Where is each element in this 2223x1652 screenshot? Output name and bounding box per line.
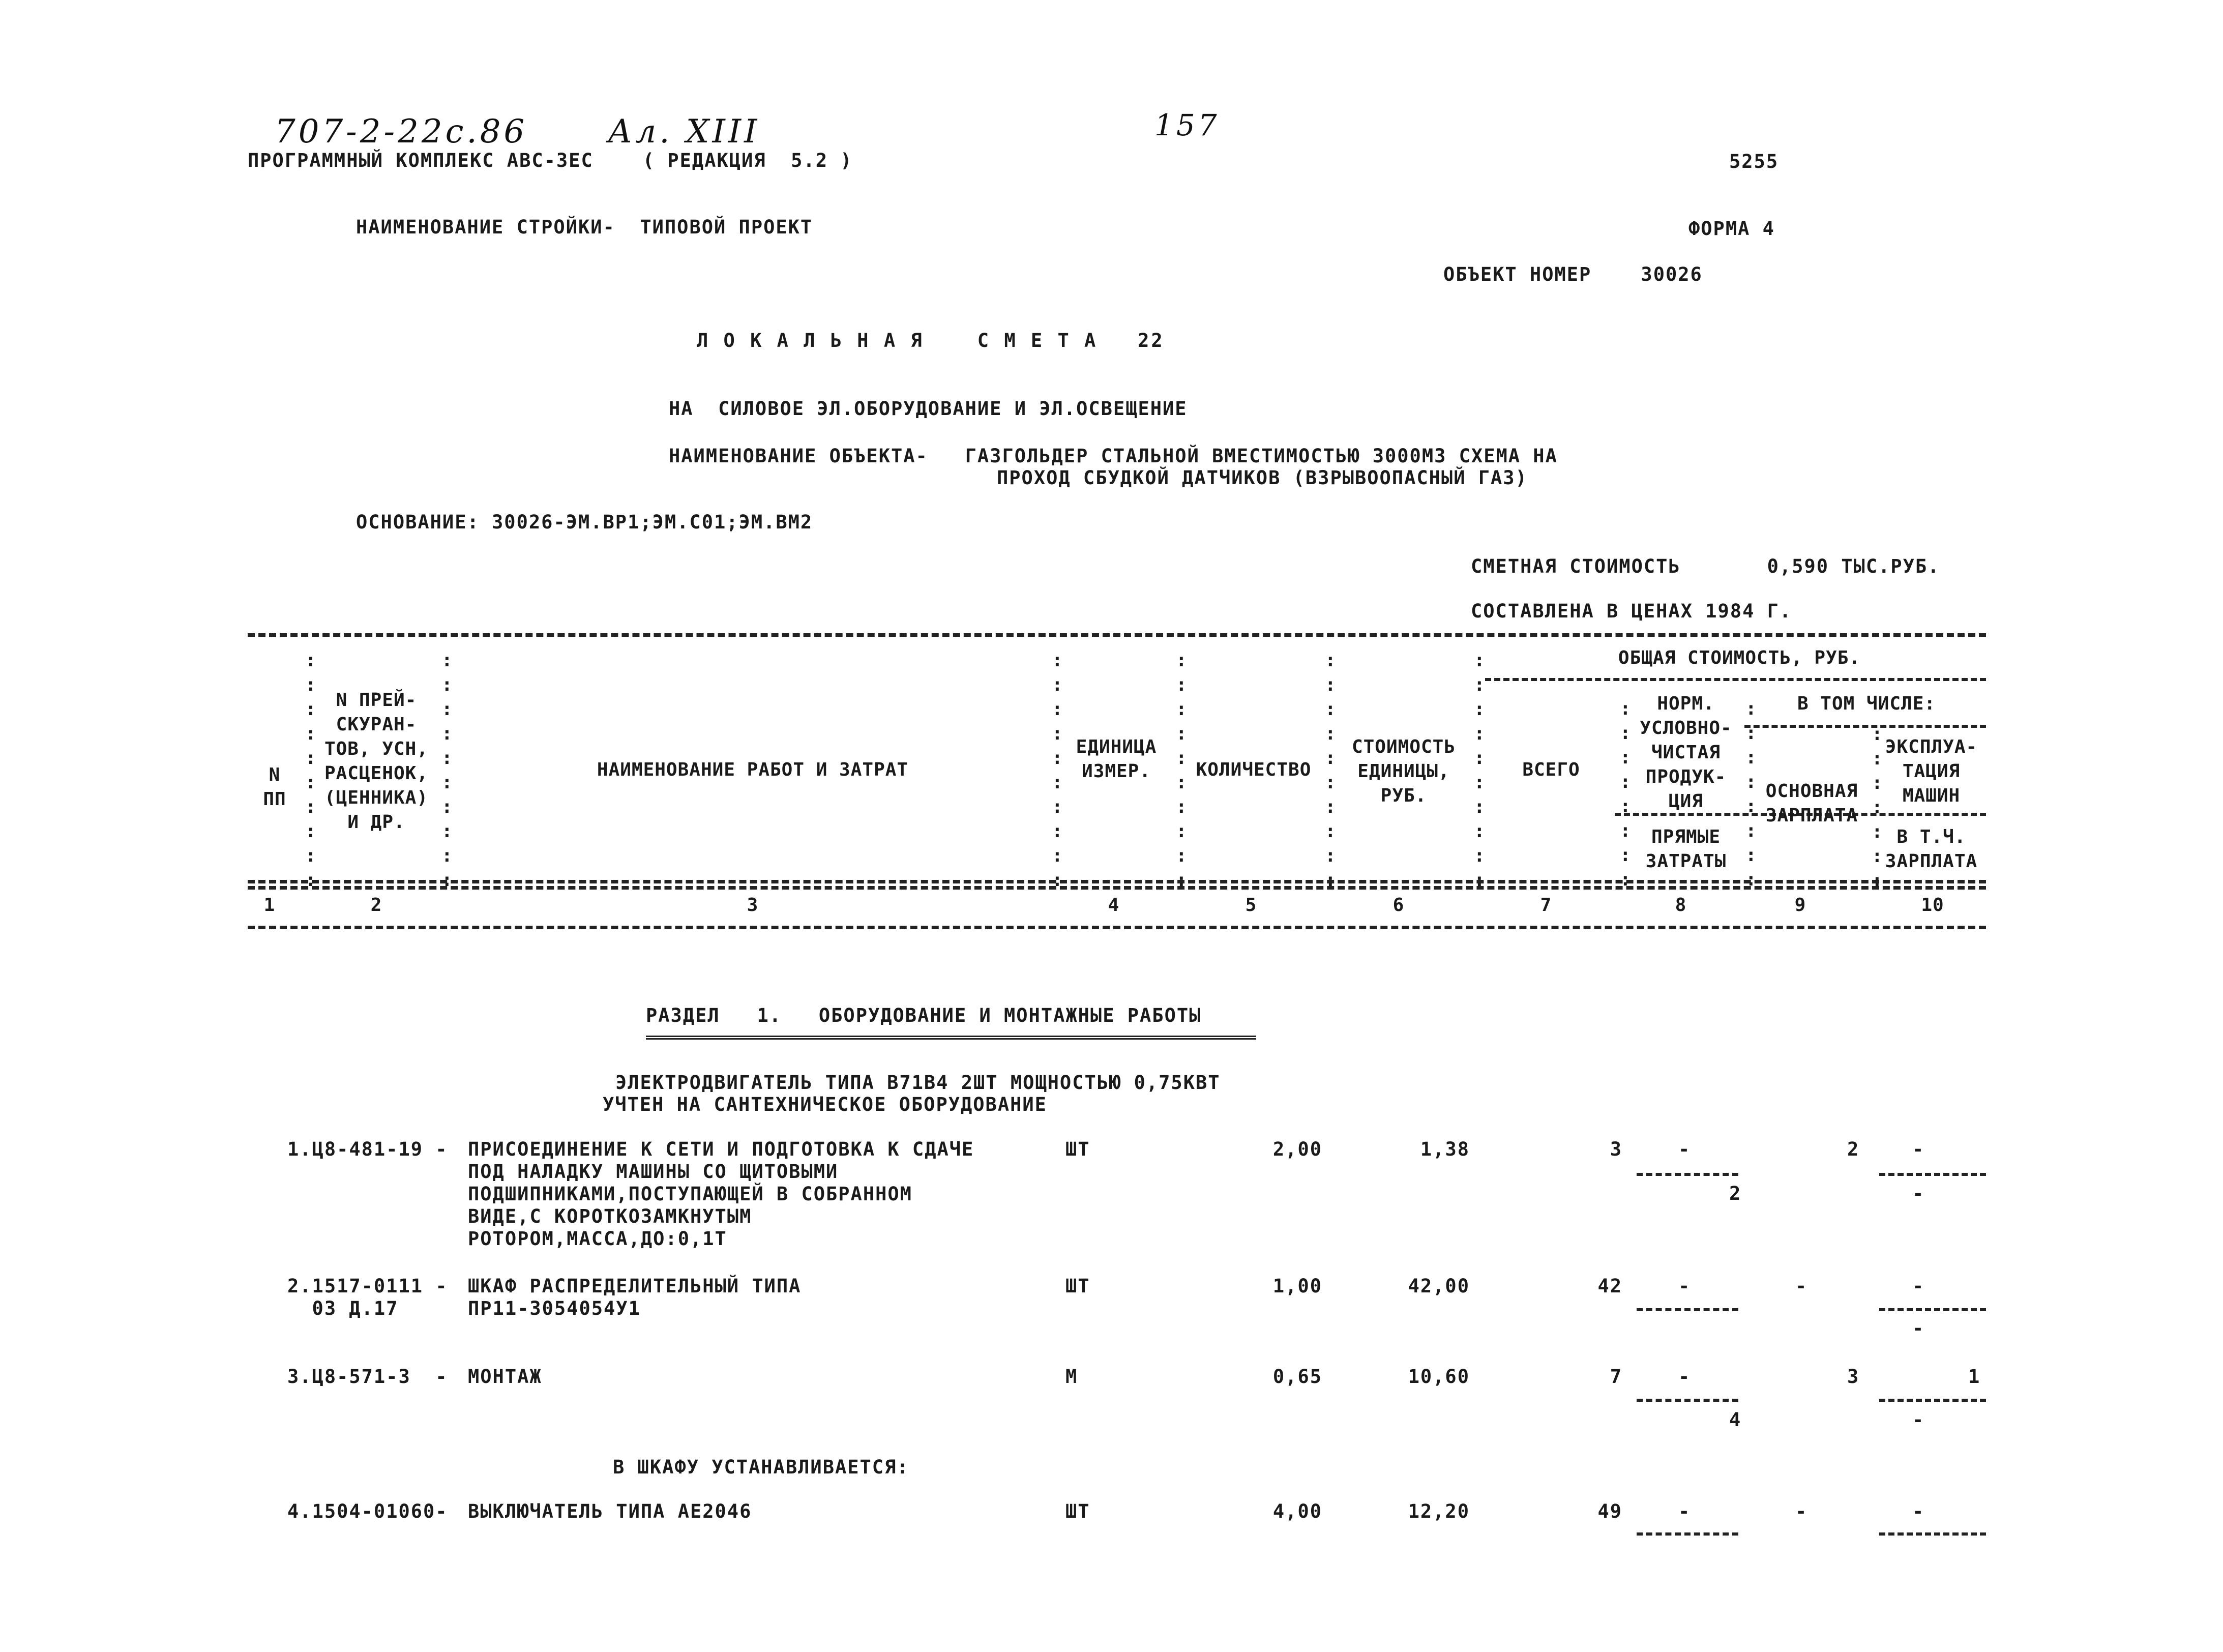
table-row-base-salary: - <box>1795 1275 1808 1297</box>
table-row-quantity: 2,00 <box>1272 1138 1322 1160</box>
table-row-code: 4.1504-01060- <box>287 1500 448 1522</box>
col-header-unit-cost: СТОИМОСТЬ ЕДИНИЦЫ, РУБ. <box>1351 736 1456 806</box>
table-row-direct-costs: 2 <box>1729 1183 1742 1204</box>
table-row-machines: - <box>1912 1138 1925 1160</box>
col-number: 2 <box>370 895 382 916</box>
cell-divider <box>1637 1399 1738 1402</box>
table-row-quantity: 0,65 <box>1272 1366 1322 1388</box>
col-number: 5 <box>1245 895 1257 916</box>
column-separator: : : : : : : : <box>1872 724 1883 891</box>
estimated-cost: СМЕТНАЯ СТОИМОСТЬ 0,590 ТЫС.РУБ. <box>1471 555 1940 577</box>
column-separator: : : : : : : : : <box>1620 698 1631 890</box>
document-title: Л О К А Л Ь Н А Я С М Е Т А 22 <box>697 330 1165 351</box>
cell-divider <box>1879 1308 1986 1311</box>
table-row-direct-costs: 4 <box>1729 1409 1742 1431</box>
col-header-unit: ЕДИНИЦА ИЗМЕР. <box>1076 736 1157 782</box>
col-number: 1 <box>263 895 276 916</box>
table-row-code: 3.Ц8-571-3 - <box>287 1366 448 1388</box>
form-label: ФОРМА 4 <box>1688 218 1775 240</box>
col-header-number: N ПП <box>263 764 286 810</box>
section-note-line1: ЭЛЕКТРОДВИГАТЕЛЬ ТИПА В71В4 2ШТ МОЩНОСТЬЮ 0,75КВТ <box>615 1072 1221 1094</box>
col-number: 6 <box>1392 895 1405 916</box>
table-row-base-salary: 3 <box>1847 1366 1860 1388</box>
table-row-machines: - <box>1912 1275 1925 1297</box>
object-number: ОБЪЕКТ НОМЕР 30026 <box>1443 263 1703 285</box>
table-row-unit: ШТ <box>1065 1138 1090 1160</box>
col-header-total-group: ОБЩАЯ СТОИМОСТЬ, РУБ. <box>1618 647 1861 668</box>
construction-name: НАИМЕНОВАНИЕ СТРОЙКИ- ТИПОВОЙ ПРОЕКТ <box>356 216 813 238</box>
cell-divider <box>1879 1532 1986 1536</box>
handwritten-sheet-number: Ал. XIII <box>608 113 760 151</box>
col-number: 3 <box>747 895 759 916</box>
table-row-machine-salary: - <box>1912 1183 1925 1204</box>
col-header-including: В ТОМ ЧИСЛЕ: <box>1797 693 1936 714</box>
table-row-code: 1.Ц8-481-19 - <box>287 1138 448 1160</box>
table-row-machine-salary: - <box>1912 1409 1925 1431</box>
col-header-direct-costs: ПРЯМЫЕ ЗАТРАТЫ <box>1645 827 1727 872</box>
table-row-total: 7 <box>1610 1366 1622 1388</box>
table-row-norm: - <box>1678 1366 1691 1388</box>
object-name-line2: ПРОХОД СБУДКОЙ ДАТЧИКОВ (ВЗРЫВООПАСНЫЙ ГАЗ) <box>997 467 1528 489</box>
column-separator: : : : : : : : : : : <box>441 650 453 891</box>
col-header-total: ВСЕГО <box>1522 759 1580 780</box>
table-row-unit: ШТ <box>1065 1275 1090 1297</box>
cell-divider <box>1637 1308 1738 1311</box>
column-separator: : : : : : : : : : : <box>1176 650 1187 891</box>
table-row-code: 2.1517-0111 - 03 Д.17 <box>287 1275 448 1319</box>
column-separator: : : : : : : : : : : <box>305 650 316 891</box>
col-number: 9 <box>1794 895 1806 916</box>
table-row-base-salary: 2 <box>1847 1138 1860 1160</box>
table-row-norm: - <box>1678 1138 1691 1160</box>
col-header-price-list: N ПРЕЙ- СКУРАН- ТОВ, УСН, РАСЦЕНОК, (ЦЕННИКА) И ДР. <box>324 690 429 833</box>
cell-divider <box>1879 1173 1986 1176</box>
cell-divider <box>1637 1532 1738 1536</box>
cell-divider <box>1637 1173 1738 1176</box>
col-header-norm-product: НОРМ. УСЛОВНО- ЧИСТАЯ ПРОДУК- ЦИЯ <box>1640 693 1732 812</box>
table-top-rule <box>248 633 1986 637</box>
estimate-subject: НА СИЛОВОЕ ЭЛ.ОБОРУДОВАНИЕ И ЭЛ.ОСВЕЩЕНИЕ <box>669 398 1188 420</box>
column-separator: : : : : : : : : <box>1745 698 1757 890</box>
col-header-incl-salary: В Т.Ч. ЗАРПЛАТА <box>1885 827 1978 872</box>
table-row-quantity: 4,00 <box>1272 1500 1322 1522</box>
incl-group-rule <box>1744 725 1986 728</box>
basis-line: ОСНОВАНИЕ: 30026-ЭМ.ВР1;ЭМ.С01;ЭМ.ВМ2 <box>356 511 813 533</box>
table-row-quantity: 1,00 <box>1272 1275 1322 1297</box>
table-row-unit-price: 1,38 <box>1420 1138 1470 1160</box>
table-row-machines: - <box>1912 1500 1925 1522</box>
table-row-total: 49 <box>1597 1500 1622 1522</box>
column-number-rule-bottom <box>248 926 1986 929</box>
object-name-line1: НАИМЕНОВАНИЕ ОБЪЕКТА- ГАЗГОЛЬДЕР СТАЛЬНОЙ ВМЕСТИМОСТЬЮ 3000М3 СХЕМА НА <box>669 445 1558 467</box>
column-separator: : : : : : : : : : : <box>1474 650 1485 891</box>
col-header-work-name: НАИМЕНОВАНИЕ РАБОТ И ЗАТРАТ <box>597 759 909 780</box>
col-header-machines: ЭКСПЛУА- ТАЦИЯ МАШИН <box>1885 736 1978 806</box>
column-separator: : : : : : : : : : : <box>1052 650 1063 891</box>
table-row-name: ВЫКЛЮЧАТЕЛЬ ТИПА АЕ2046 <box>468 1500 752 1522</box>
section-note-line2: УЧТЕН НА САНТЕХНИЧЕСКОЕ ОБОРУДОВАНИЕ <box>603 1094 1047 1115</box>
table-row-base-salary: - <box>1795 1500 1808 1522</box>
table-row-name: ШКАФ РАСПРЕДЕЛИТЕЛЬНЫЙ ТИПА ПР11-3054054У1 <box>468 1275 802 1319</box>
price-basis: СОСТАВЛЕНА В ЦЕНАХ 1984 Г. <box>1471 600 1792 622</box>
table-row-unit-price: 42,00 <box>1408 1275 1470 1297</box>
table-row-total: 42 <box>1597 1275 1622 1297</box>
installed-note: В ШКАФУ УСТАНАВЛИВАЕТСЯ: <box>613 1456 909 1478</box>
table-row-unit-price: 12,20 <box>1408 1500 1470 1522</box>
table-row-unit: М <box>1065 1366 1078 1388</box>
column-number-rule-top <box>248 886 1986 890</box>
table-row-total: 3 <box>1610 1138 1622 1160</box>
handwritten-project-code: 707-2-22с.86 <box>275 113 528 151</box>
header-bottom-rule <box>248 880 1986 883</box>
table-row-unit: ШТ <box>1065 1500 1090 1522</box>
cell-divider <box>1879 1399 1986 1402</box>
document-number: 5255 <box>1729 151 1779 172</box>
table-row-machine-salary: - <box>1912 1317 1925 1339</box>
table-row-norm: - <box>1678 1500 1691 1522</box>
table-row-name: МОНТАЖ <box>468 1366 542 1388</box>
section-underline <box>646 1036 1256 1040</box>
table-row-machines: 1 <box>1968 1366 1981 1388</box>
column-separator: : : : : : : : : : : <box>1325 650 1336 891</box>
col-number: 8 <box>1675 895 1687 916</box>
col-number: 4 <box>1108 895 1120 916</box>
col-header-base-salary: ОСНОВНАЯ ЗАРПЛАТА <box>1765 781 1858 826</box>
section-title: РАЗДЕЛ 1. ОБОРУДОВАНИЕ И МОНТАЖНЫЕ РАБОТЫ <box>646 1005 1202 1026</box>
col-number: 10 <box>1921 895 1944 916</box>
col-number: 7 <box>1540 895 1552 916</box>
table-row-unit-price: 10,60 <box>1408 1366 1470 1388</box>
total-group-rule <box>1485 678 1986 681</box>
col-header-quantity: КОЛИЧЕСТВО <box>1196 759 1312 780</box>
table-row-name: ПРИСОЕДИНЕНИЕ К СЕТИ И ПОДГОТОВКА К СДАЧЕ ПОД НАЛАДКУ МАШИНЫ СО ЩИТОВЫМИ ПОДШИПНИКАМИ,ПОСТУПАЮЩЕЙ В СОБРАННОМ ВИДЕ,С КОРОТКОЗАМКНУТЫМ РОТОРОМ,МАССА,ДО:0,1Т <box>468 1138 974 1250</box>
software-header: ПРОГРАММНЫЙ КОМПЛЕКС АВС-3ЕС ( РЕДАКЦИЯ 5.2 ) <box>248 150 853 171</box>
table-row-norm: - <box>1678 1275 1691 1297</box>
handwritten-page-number: 157 <box>1154 108 1220 142</box>
